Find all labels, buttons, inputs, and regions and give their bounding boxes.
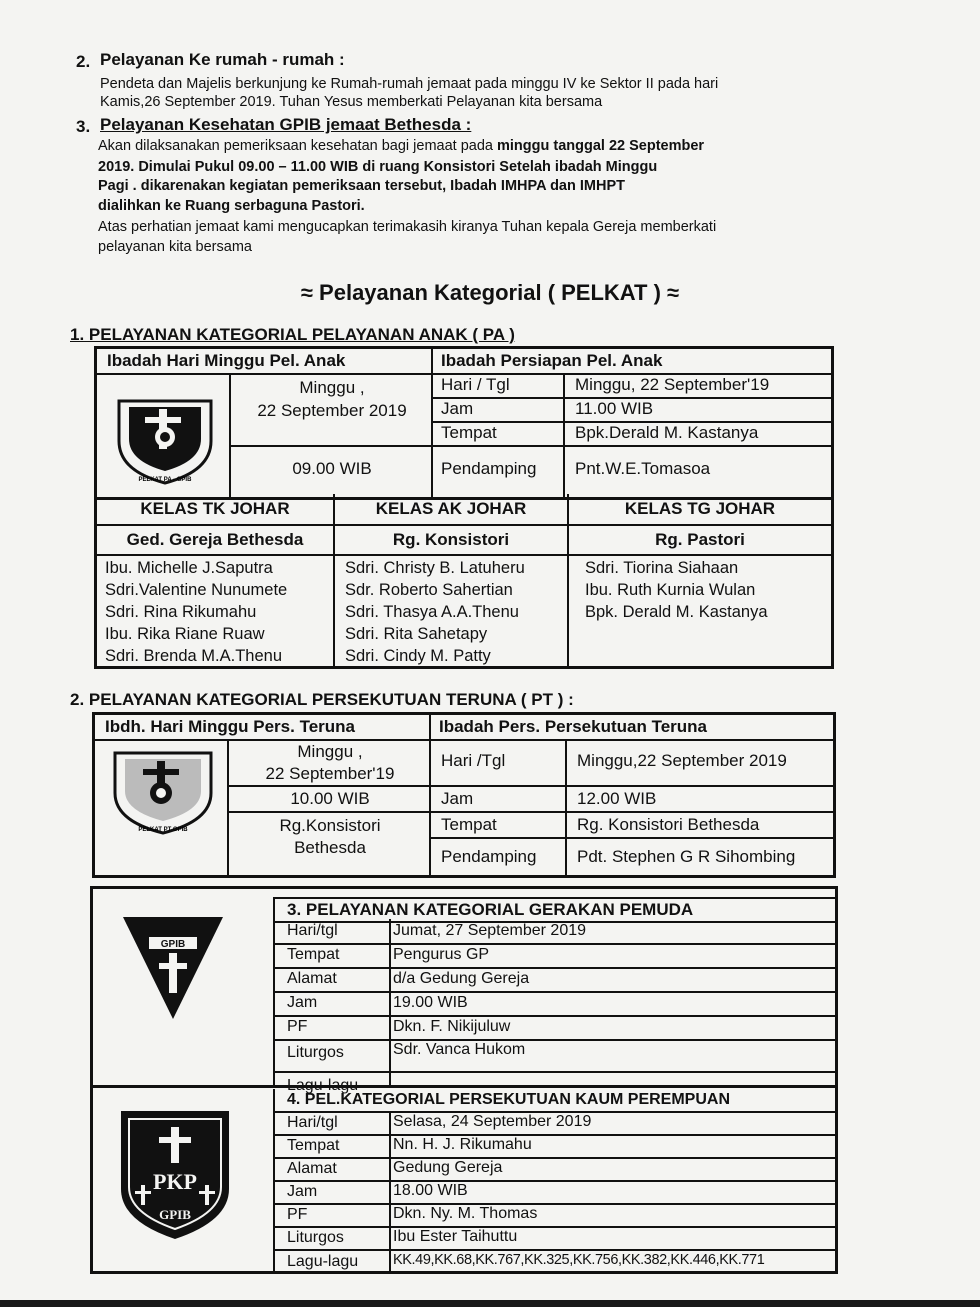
class-tk-name: KELAS TK JOHAR [140,499,290,518]
pkp-logo-text-1: PKP [153,1169,197,1194]
pa-row-0-value: Minggu, 22 September'19 [575,375,770,394]
list-item: Sdri. Brenda M.A.Thenu [105,647,283,665]
pa-row-2-label: Tempat [441,423,497,442]
item-3-line-6: pelayanan kita bersama [98,239,252,255]
pt-date-line-1: Minggu , [297,742,363,761]
list-item: Ibu. Rika Riane Ruaw [105,625,265,643]
table-row [275,1113,835,1136]
list-item: Bpk. Derald M. Kastanya [585,603,768,621]
pkp-heading-cell [273,1089,835,1113]
list-item: Sdri. Tiorina Siahaan [585,559,739,577]
item-3-line-3: Pagi . dikarenakan kegiatan pemeriksaan tersebut, Ibadah IMHPA dan IMHPT [98,178,625,194]
gp-row-2-value: d/a Gedung Gereja [393,970,530,987]
pa-heading [70,325,515,345]
pt-place-line-2: Bethesda [294,838,366,857]
table-row [275,1251,835,1273]
pt-sunday-date [231,741,429,785]
pkp-logo [117,1105,233,1243]
table-row [275,1205,835,1228]
table-row [275,1159,835,1182]
pt-row-3-value: Pdt. Stephen G R Sihombing [577,847,796,866]
class-ak-members [345,557,525,667]
class-tg-place: Rg. Pastori [655,530,745,549]
gp-row-6-label: Lagu-lagu [287,1077,359,1094]
pa-heading-text: 1. PELAYANAN KATEGORIAL PELAYANAN ANAK ( PA ) [70,325,515,344]
pkp-rows [275,1113,835,1273]
table-row [275,993,835,1017]
pa-date-line-2: 22 September 2019 [257,401,407,420]
gp-rows [275,921,835,1095]
pa-row-3-value: Pnt.W.E.Tomasoa [575,459,711,478]
gp-row-1-value: Pengurus GP [393,946,490,963]
pt-heading: 2. PELAYANAN KATEGORIAL PERSEKUTUAN TERUNA ( PT ) : [70,690,574,709]
pkp-row-0-value: Selasa, 24 September 2019 [393,1113,592,1130]
item-2-line-2: Kamis,26 September 2019. Tuhan Yesus memberkati Pelayanan kita bersama [100,94,603,110]
pkp-row-3-value: 18.00 WIB [393,1182,468,1199]
pa-schedule-table [94,346,834,500]
pelkat-pt-logo [109,745,217,837]
gp-row-1-label: Tempat [287,946,340,963]
pt-logo-text: PELKAT PT GPIB [138,827,188,833]
gp-row-5-value: Sdr. Vanca Hukom [393,1041,526,1058]
pa-row-1-value: 11.00 WIB [575,399,654,418]
pkp-row-0-label: Hari/tgl [287,1114,338,1131]
pa-classes-table [94,494,834,669]
pelkat-title: ≈ Pelayanan Kategorial ( PELKAT ) ≈ [300,280,680,305]
pkp-row-2-value: Gedung Gereja [393,1159,503,1176]
gp-pkp-box [90,886,838,1274]
pt-left-header: Ibdh. Hari Minggu Pers. Teruna [105,717,355,736]
pkp-row-3-label: Jam [287,1183,318,1200]
pt-row-1-label: Jam [441,789,474,808]
pt-right-header: Ibadah Pers. Persekutuan Teruna [439,717,707,736]
gp-row-3-value: 19.00 WIB [393,994,468,1011]
pkp-logo-text-2: GPIB [159,1207,191,1222]
class-tg-name: KELAS TG JOHAR [624,499,776,518]
table-row [275,921,835,945]
gp-row-2-label: Alamat [287,970,337,987]
list-item: Sdri.Valentine Nunumete [105,581,288,599]
pt-place-line-1: Rg.Konsistori [279,816,381,835]
list-item: Sdri. Rina Rikumahu [105,603,257,621]
pt-sunday-time: 10.00 WIB [290,789,370,808]
gp-row-0-label: Hari/tgl [287,922,338,939]
gp-row-5-label: Liturgos [287,1044,344,1061]
class-tk-place: Ged. Gereja Bethesda [126,530,304,549]
pkp-row-6-value: KK.49,KK.68,KK.767,KK.325,KK.756,KK.382,KK.446,KK.771 [393,1252,765,1268]
pa-right-header: Ibadah Persiapan Pel. Anak [441,351,663,370]
pt-row-1-value: 12.00 WIB [577,789,657,808]
class-ak-name: KELAS AK JOHAR [375,499,527,518]
item-3-line-4: dialihkan ke Ruang serbaguna Pastori. [98,198,365,214]
gp-logo-text: GPIB [160,939,186,950]
pt-date-line-2: 22 September'19 [265,764,395,783]
list-item: Ibu. Michelle J.Saputra [105,559,273,577]
gp-row-0-value: Jumat, 27 September 2019 [393,922,587,939]
pa-row-1-label: Jam [441,399,474,418]
pa-left-header: Ibadah Hari Minggu Pel. Anak [107,351,346,370]
pkp-row-1-label: Tempat [287,1137,340,1154]
table-row [275,1136,835,1159]
pt-row-0-value: Minggu,22 September 2019 [577,751,787,770]
pkp-row-1-value: Nn. H. J. Rikumahu [393,1136,532,1153]
class-tk-members [105,557,287,667]
class-ak-place: Rg. Konsistori [392,530,510,549]
item-3-title: Pelayanan Kesehatan GPIB jemaat Bethesda : [100,115,472,134]
pa-sunday-date [233,376,431,422]
list-item: Sdr. Roberto Sahertian [345,581,513,599]
gp-row-4-value: Dkn. F. Nikijuluw [393,1018,511,1035]
pt-row-0-label: Hari /Tgl [441,751,506,770]
pkp-row-5-value: Ibu Ester Taihuttu [393,1228,518,1245]
pt-row-2-value: Rg. Konsistori Bethesda [577,815,760,834]
pa-sunday-time: 09.00 WIB [292,459,372,478]
table-row [275,969,835,993]
class-tg-members [585,557,768,623]
list-item: Sdri. Rita Sahetapy [345,625,488,643]
table-row [275,1041,835,1073]
pkp-row-6-label: Lagu-lagu [287,1253,359,1270]
pt-row-2-label: Tempat [441,815,497,834]
item-2-number: 2. [76,52,91,71]
pelkat-pa-logo [113,391,217,487]
table-row [275,945,835,969]
item-3-line-2: 2019. Dimulai Pukul 09.00 – 11.00 WIB di ruang Konsistori Setelah ibadah Minggu [98,159,658,175]
list-item: Sdri. Christy B. Latuheru [345,559,525,577]
item-3-line-5: Atas perhatian jemaat kami mengucapkan terimakasih kiranya Tuhan kepala Gereja memberkati [98,219,717,235]
pa-row-0-label: Hari / Tgl [441,375,510,394]
table-row [275,1017,835,1041]
gp-row-3-label: Jam [287,994,318,1011]
gp-row-4-label: PF [287,1018,308,1035]
pt-sunday-place [231,815,429,859]
list-item: Sdri. Cindy M. Patty [345,647,491,665]
pa-row-3-label: Pendamping [441,459,537,478]
pa-date-line-1: Minggu , [299,378,365,397]
item-3-line-1: Akan dilaksanakan pemeriksaan kesehatan bagi jemaat pada minggu tanggal 22 September [98,138,705,154]
pkp-row-2-label: Alamat [287,1160,337,1177]
pkp-row-4-label: PF [287,1206,308,1223]
pt-schedule-table [92,712,836,878]
pkp-row-4-value: Dkn. Ny. M. Thomas [393,1205,538,1222]
pa-row-2-value: Bpk.Derald M. Kastanya [575,423,759,442]
item-2-line-1: Pendeta dan Majelis berkunjung ke Rumah-rumah jemaat pada minggu IV ke Sektor II pada hari [100,76,719,92]
item-2-title: Pelayanan Ke rumah - rumah : [100,50,345,69]
gpib-gp-logo [119,913,227,1023]
page-bottom-edge [0,1300,980,1307]
gp-heading: 3. PELAYANAN KATEGORIAL GERAKAN PEMUDA [287,900,694,919]
list-item: Sdri. Thasya A.A.Thenu [345,603,519,621]
pkp-row-5-label: Liturgos [287,1229,344,1246]
pkp-heading: 4. PEL.KATEGORIAL PERSEKUTUAN KAUM PEREMPUAN [287,1091,730,1108]
item-3-number: 3. [76,117,91,136]
gp-heading-cell [273,897,835,923]
pa-logo-text: PELKAT PA - GPIB [138,477,192,483]
pt-row-3-label: Pendamping [441,847,537,866]
table-row [275,1228,835,1251]
list-item: Ibu. Ruth Kurnia Wulan [585,581,756,599]
table-row [275,1182,835,1205]
